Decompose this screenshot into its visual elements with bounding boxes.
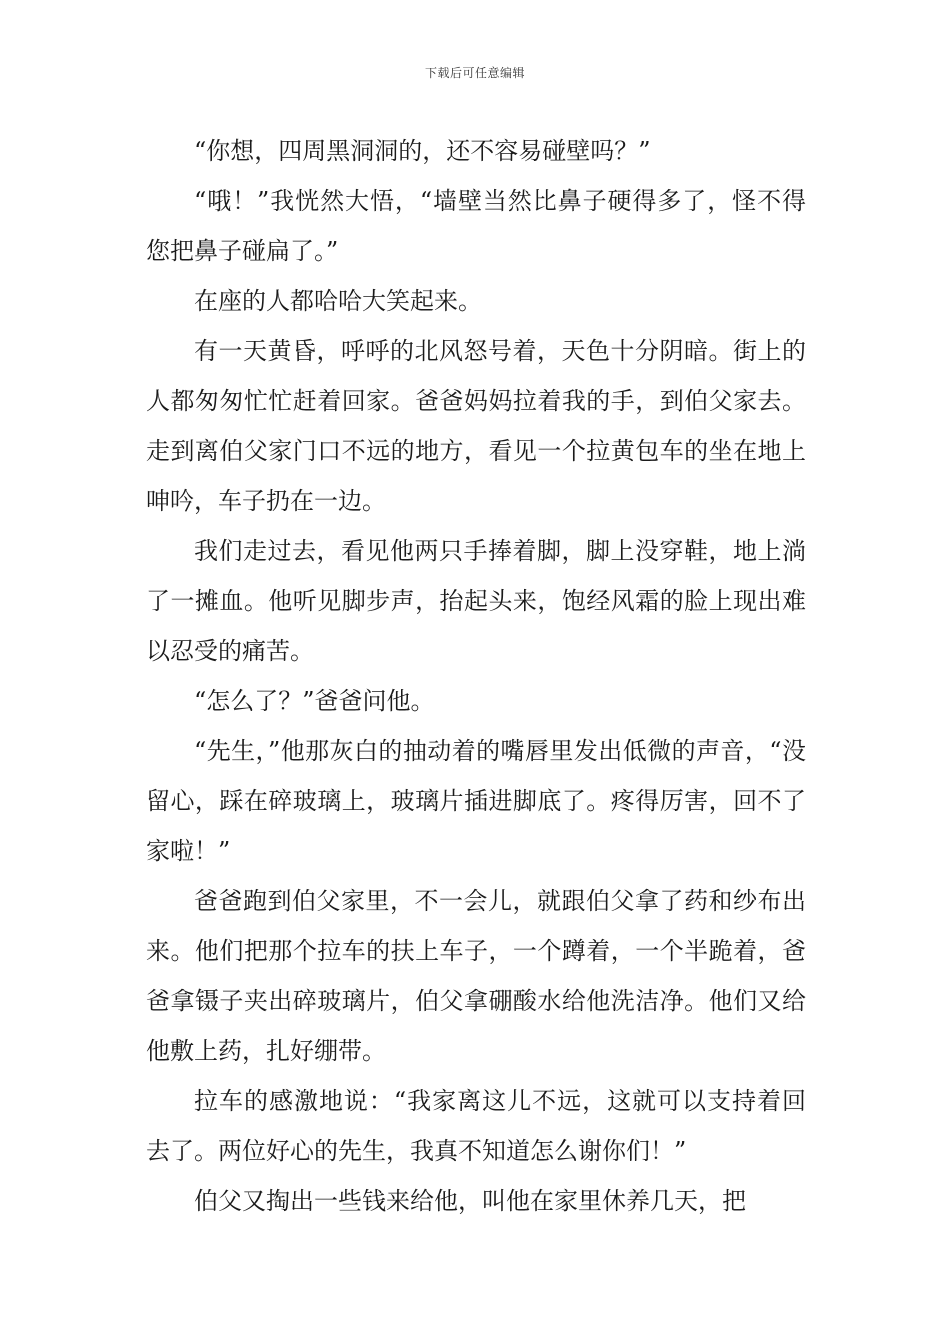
page-header: 下载后可任意编辑 [424, 66, 525, 80]
paragraph: 有一天黄昏，呼呼的北风怒号着，天色十分阴暗。街上的人都匆匆忙忙赶着回家。爸爸妈妈拉着我的手，到伯父家去。走到离伯父家门口不远的地方，看见一个拉黄包车的坐在地上呻吟，车子扔在一边。 [146, 337, 806, 515]
paragraph: “怎么了？”爸爸问他。 [194, 687, 435, 715]
paragraph: 爸爸跑到伯父家里，不一会儿，就跟伯父拿了药和纱布出来。他们把那个拉车的扶上车子，一个蹲着，一个半跪着，爸爸拿镊子夹出碎玻璃片，伯父拿硼酸水给他洗洁净。他们又给他敷上药，扎好绷带。 [146, 887, 806, 1065]
paragraph: 我们走过去，看见他两只手捧着脚，脚上没穿鞋，地上淌了一摊血。他听见脚步声，抬起头来，饱经风霜的脸上现出难以忍受的痛苦。 [146, 537, 806, 665]
paragraph: 拉车的感激地说：“我家离这儿不远，这就可以支持着回去了。两位好心的先生，我真不知道怎么谢你们！” [146, 1087, 806, 1165]
paragraph: “你想，四周黑洞洞的，还不容易碰壁吗？” [194, 137, 651, 165]
document-body [146, 126, 806, 1226]
paragraph: 在座的人都哈哈大笑起来。 [194, 287, 482, 315]
paragraph: 伯父又掏出一些钱来给他，叫他在家里休养几天，把 [194, 1187, 746, 1215]
paragraph: “先生，”他那灰白的抽动着的嘴唇里发出低微的声音，“没留心，踩在碎玻璃上，玻璃片插进脚底了。疼得厉害，回不了家啦！” [146, 737, 806, 865]
paragraph: “哦！”我恍然大悟，“墙壁当然比鼻子硬得多了，怪不得您把鼻子碰扁了。” [146, 187, 806, 265]
